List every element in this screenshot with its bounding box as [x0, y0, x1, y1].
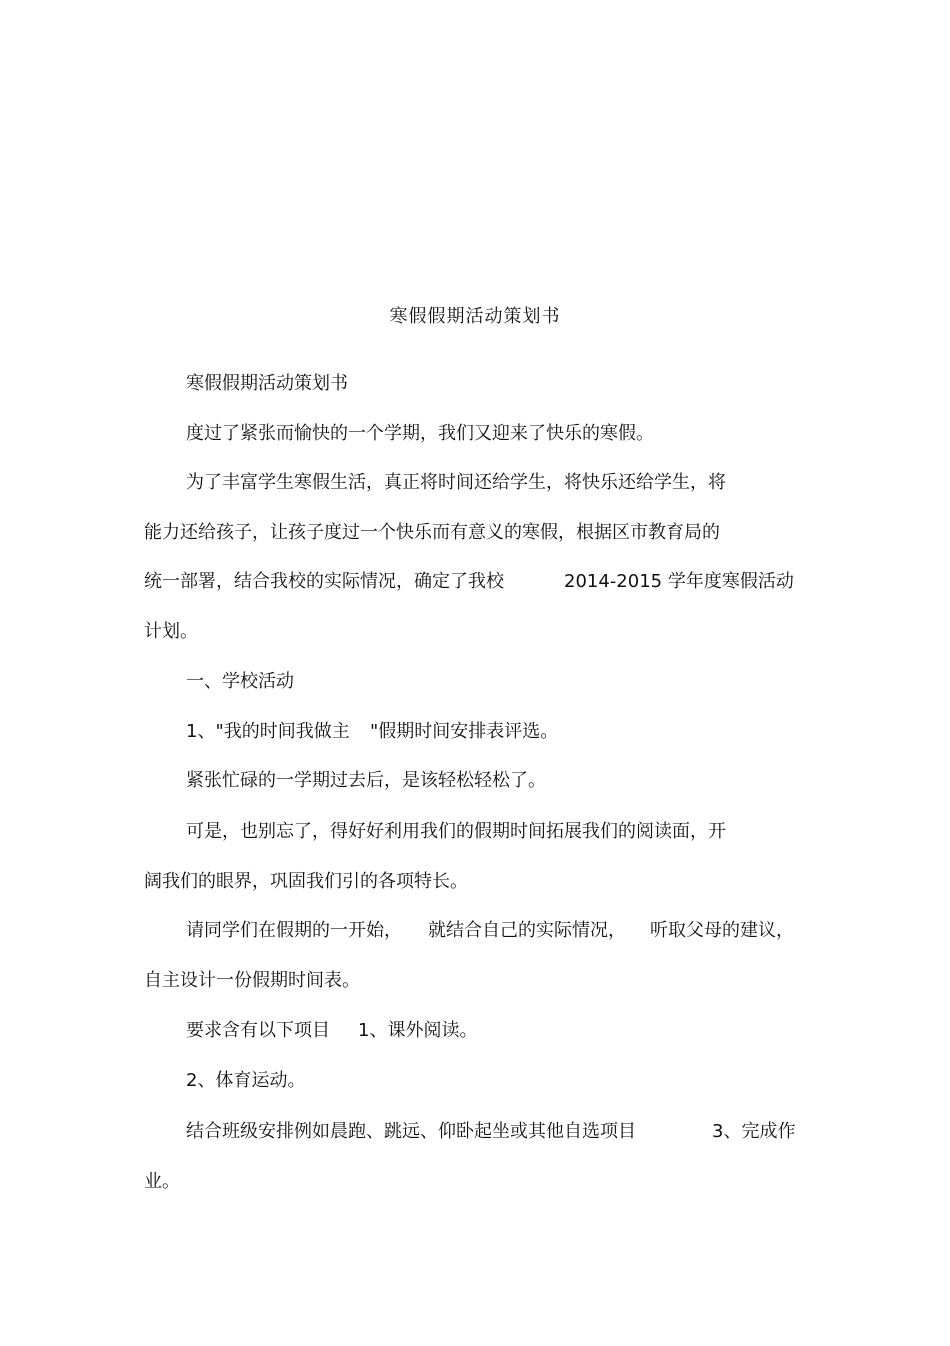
paragraph-line: 结合班级安排例如晨跑、跳远、仰卧起坐或其他自选项目 [186, 1121, 636, 1142]
paragraph-line: 业。 [144, 1171, 180, 1192]
paragraph-line: 阔我们的眼界，巩固我们引的各项特长。 [144, 871, 468, 892]
paragraph-line: 1、"我的时间我做主 [186, 721, 350, 742]
paragraph-line: 紧张忙碌的一学期过去后，是该轻松轻松了。 [186, 770, 546, 791]
paragraph-line: 为了丰富学生寒假生活，真正将时间还给学生，将快乐还给学生，将 [186, 472, 726, 493]
paragraph-line: 自主设计一份假期时间表。 [144, 970, 360, 991]
paragraph-line: 2、体育运动。 [186, 1070, 306, 1091]
section-heading: 一、学校活动 [186, 671, 294, 692]
paragraph-line: 计划。 [144, 621, 198, 642]
paragraph-subtitle: 寒假假期活动策划书 [186, 373, 348, 394]
paragraph-line-fragment: "假期时间安排表评选。 [370, 721, 559, 742]
paragraph-line-fragment: 2014-2015 学年度寒假活动 [564, 571, 794, 592]
paragraph-line-fragment: 3、完成作 [712, 1121, 796, 1142]
paragraph-line-fragment: 听取父母的建议， [650, 920, 794, 941]
paragraph-line: 能力还给孩子，让孩子度过一个快乐而有意义的寒假，根据区市教育局的 [144, 522, 720, 543]
document-title: 寒假假期活动策划书 [389, 306, 561, 327]
paragraph-line: 统一部署，结合我校的实际情况，确定了我校 [144, 571, 504, 592]
paragraph-line: 度过了紧张而愉快的一个学期，我们又迎来了快乐的寒假。 [186, 423, 654, 444]
paragraph-line-fragment: 1、课外阅读。 [358, 1020, 478, 1041]
paragraph-line: 要求含有以下项目 [186, 1020, 330, 1041]
paragraph-line: 可是，也别忘了，得好好利用我们的假期时间拓展我们的阅读面，开 [186, 821, 726, 842]
paragraph-line-fragment: 就结合自己的实际情况， [428, 920, 626, 941]
paragraph-line: 请同学们在假期的一开始， [186, 920, 402, 941]
